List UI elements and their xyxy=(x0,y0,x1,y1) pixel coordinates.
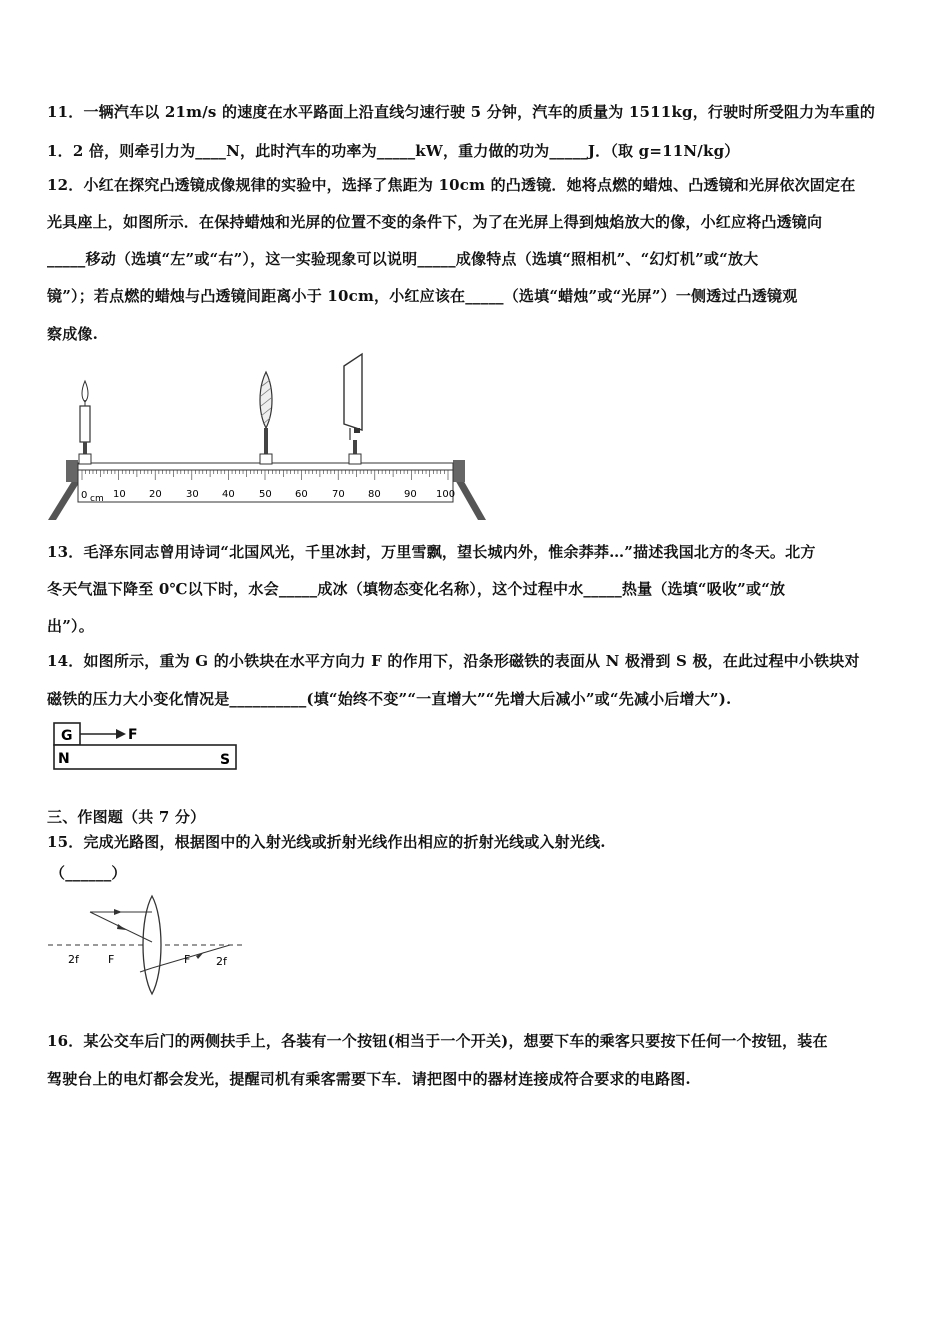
ruler-label-0: 0 xyxy=(81,490,88,501)
force-label: F xyxy=(128,727,138,743)
q11-line-2: 1．2 倍，则牵引力为____N，此时汽车的功率为_____kW，重力做的功为_____J．（取 g=11N/kg） xyxy=(47,142,740,160)
ruler-label-50: 50 xyxy=(259,489,272,500)
q12-line-4: 镜”）；若点燃的蜡烛与凸透镜间距离小于 10cm，小红应该在_____（选填“蜡烛”或“光屏”）一侧透过凸透镜观 xyxy=(47,287,798,305)
bar-magnet xyxy=(54,745,236,769)
q12-line-1: 12．小红在探究凸透镜成像规律的实验中，选择了焦距为 10cm 的凸透镜．她将点燃的蜡烛、凸透镜和光屏依次固定在 xyxy=(47,176,856,194)
q16-line-2: 驾驶台上的电灯都会发光，提醒司机有乘客需要下车．请把图中的器材连接成符合要求的电路图. xyxy=(47,1070,691,1088)
screen-holder xyxy=(349,454,361,464)
q14-line-1: 14．如图所示，重为 G 的小铁块在水平方向力 F 的作用下，沿条形磁铁的表面从 N 极滑到 S 极，在此过程中小铁块对 xyxy=(47,652,860,670)
ruler-label-40: 40 xyxy=(222,489,235,500)
q14-line-2: 磁铁的压力大小变化情况是__________(填“始终不变”“一直增大”“先增大后减小”或“先减小后增大”). xyxy=(47,690,732,708)
lens-ray-diagram xyxy=(44,890,254,1000)
screen-stand xyxy=(353,440,357,454)
light-screen xyxy=(344,354,362,464)
iron-block-label: G xyxy=(61,728,73,744)
convex-lens xyxy=(260,372,272,464)
left-end-block xyxy=(66,460,78,482)
section3-title: 三、作图题（共 7 分） xyxy=(47,808,206,826)
q15-line-1: 15．完成光路图，根据图中的入射光线或折射光线作出相应的折射光线或入射光线. xyxy=(47,833,606,851)
ruler-label-90: 90 xyxy=(404,489,417,500)
q13-line-3: 出”）。 xyxy=(47,617,94,635)
q15-answer-blank: （______） xyxy=(50,864,127,882)
q13-line-1: 13．毛泽东同志曾用诗词“北国风光，千里冰封，万里雪飘，望长城内外，惟余莽莽…”描述我国北方的冬天。北方 xyxy=(47,543,816,561)
pole-n-label: N xyxy=(58,751,70,767)
candle-holder xyxy=(79,454,91,464)
left-leg xyxy=(48,478,82,520)
label-2f-left: 2f xyxy=(68,953,79,966)
candle-flame-icon xyxy=(82,381,88,402)
ruler-label-10: 10 xyxy=(113,489,126,500)
right-end-block xyxy=(453,460,465,482)
q16-line-1: 16．某公交车后门的两侧扶手上，各装有一个按钮(相当于一个开关)，想要下车的乘客只要按下任何一个按钮，装在 xyxy=(47,1032,828,1050)
candle xyxy=(79,381,91,464)
q12-line-3: _____移动（选填“左”或“右”），这一实验现象可以说明_____成像特点（选填“照相机”、“幻灯机”或“放大 xyxy=(47,250,759,268)
ruler-label-100: 100 xyxy=(436,489,456,500)
lens-icon xyxy=(260,372,272,428)
q11-line-1: 11．一辆汽车以 21m/s 的速度在水平路面上沿直线匀速行驶 5 分钟，汽车的质量为 1511kg，行驶时所受阻力为车重的 xyxy=(47,103,876,121)
optical-bench-figure xyxy=(44,348,494,523)
magnet-figure xyxy=(50,717,240,775)
ruler-label-30: 30 xyxy=(186,489,199,500)
candle-body xyxy=(80,406,90,442)
q12-line-2: 光具座上，如图所示．在保持蜡烛和光屏的位置不变的条件下，为了在光屏上得到烛焰放大的像，小红应将凸透镜向 xyxy=(47,213,823,231)
label-f-right: F xyxy=(184,953,191,966)
ruler-label-60: 60 xyxy=(295,489,308,500)
q13-line-2: 冬天气温下降至 0℃以下时，水会_____成冰（填物态变化名称），这个过程中水_____热量（选填“吸收”或“放 xyxy=(47,580,786,598)
ruler-label-70: 70 xyxy=(332,489,345,500)
pole-s-label: S xyxy=(220,752,231,768)
right-leg xyxy=(454,478,486,520)
ruler-label-80: 80 xyxy=(368,489,381,500)
lens-holder xyxy=(260,454,272,464)
label-f-left: F xyxy=(108,953,115,966)
screen-panel xyxy=(344,354,362,430)
ruler-unit: cm xyxy=(90,494,104,504)
ruler-label-20: 20 xyxy=(149,489,162,500)
convex-lens-icon xyxy=(143,896,161,994)
lens-stand xyxy=(264,428,268,454)
label-2f-right: 2f xyxy=(216,955,227,968)
q12-line-5: 察成像. xyxy=(47,325,99,343)
